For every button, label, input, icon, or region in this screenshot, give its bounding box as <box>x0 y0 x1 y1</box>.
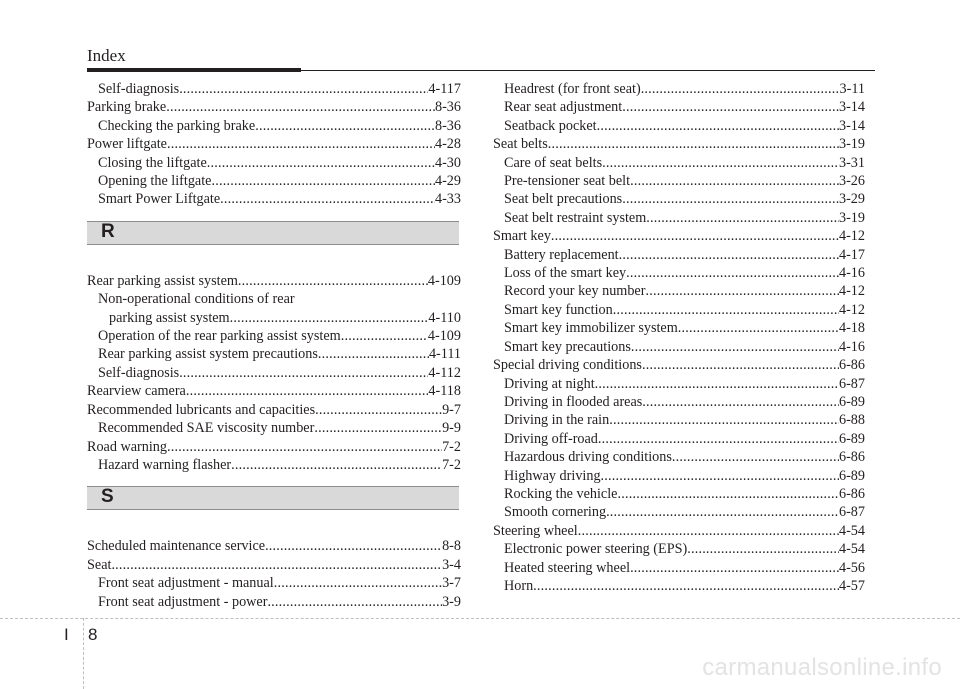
index-entry-page: 3-29 <box>838 191 865 208</box>
index-entry[interactable] <box>493 522 865 540</box>
dot-leader <box>167 438 442 456</box>
dot-leader <box>672 448 839 466</box>
dot-leader <box>314 419 442 437</box>
index-entry-label: Highway driving <box>504 467 601 484</box>
index-entry[interactable] <box>87 190 461 208</box>
index-entry-label: Battery replacement <box>504 246 619 263</box>
index-entry-page: 6-89 <box>838 467 865 484</box>
dot-leader <box>318 345 429 363</box>
page-title: Index <box>87 46 126 65</box>
index-entry-label: Parking brake <box>87 99 167 116</box>
index-entry[interactable] <box>87 117 461 135</box>
page-section-letter: I <box>64 625 69 644</box>
dot-leader <box>111 556 442 574</box>
index-entry-page: 4-54 <box>838 522 865 539</box>
index-entry[interactable] <box>493 282 865 300</box>
index-column-right <box>493 80 865 595</box>
dot-leader <box>622 190 839 208</box>
index-entry-label: Smart Power Liftgate <box>98 191 221 208</box>
index-entry-page: 4-29 <box>434 173 461 190</box>
index-entry-label: Care of seat belts <box>504 154 603 171</box>
index-entry[interactable] <box>87 456 461 474</box>
index-entry[interactable] <box>87 438 461 456</box>
index-entry[interactable] <box>87 309 461 327</box>
index-entry[interactable] <box>493 135 865 153</box>
index-entry[interactable] <box>87 172 461 190</box>
watermark: carmanualsonline.info <box>702 654 942 681</box>
index-entry-page: 3-4 <box>442 556 461 573</box>
dot-leader <box>678 319 839 337</box>
index-entry-page: 3-14 <box>838 99 865 116</box>
dot-leader <box>602 154 839 172</box>
dot-leader <box>619 246 839 264</box>
dot-leader <box>597 117 839 135</box>
index-entry[interactable] <box>493 485 865 503</box>
index-entry-page: 3-9 <box>442 593 461 610</box>
index-entry-label: Power liftgate <box>87 136 167 153</box>
index-entry-label: Steering wheel <box>493 522 578 539</box>
index-entry[interactable] <box>87 382 461 400</box>
dot-leader <box>595 375 839 393</box>
index-entry-page: 4-17 <box>838 246 865 263</box>
index-entry[interactable] <box>493 319 865 337</box>
dot-leader <box>642 356 839 374</box>
dot-leader <box>630 559 839 577</box>
index-entry-label: Seat belt precautions <box>504 191 623 208</box>
index-entry-label: Seat <box>87 556 112 573</box>
index-entry-page: 4-56 <box>838 559 865 576</box>
index-entry-label: Smooth cornering <box>504 504 607 521</box>
dot-leader <box>646 209 839 227</box>
dot-leader <box>601 467 839 485</box>
dot-leader <box>645 282 839 300</box>
index-entry-page: 4-33 <box>434 191 461 208</box>
index-entry[interactable] <box>87 154 461 172</box>
index-entry-label: Recommended SAE viscosity number <box>98 420 315 437</box>
index-entry-label: Closing the liftgate <box>98 154 207 171</box>
index-entry-page: 4-16 <box>838 338 865 355</box>
index-entry-text: Non-operational conditions of rear <box>98 291 295 308</box>
index-entry-page: 4-12 <box>838 283 865 300</box>
index-entry-page: 4-117 <box>428 81 461 97</box>
dot-leader <box>630 172 839 190</box>
index-entry-page: 4-118 <box>428 383 461 400</box>
index-entry[interactable] <box>87 135 461 153</box>
dot-leader <box>341 327 428 345</box>
dot-leader <box>179 364 428 382</box>
index-entry-page: 3-26 <box>838 173 865 190</box>
dot-leader <box>265 537 442 555</box>
index-entry-label: Record your key number <box>504 283 646 300</box>
index-entry-page: 8-36 <box>434 117 461 134</box>
dot-leader <box>167 135 435 153</box>
index-entry-page: 4-54 <box>838 541 865 558</box>
index-entry[interactable] <box>493 559 865 577</box>
index-entry-label: Pre-tensioner seat belt <box>504 173 631 190</box>
index-entry-label: Seat belt restraint system <box>504 209 647 226</box>
index-entry-page: 6-86 <box>838 357 865 374</box>
dot-leader <box>220 190 435 208</box>
dot-leader <box>622 98 839 116</box>
dot-leader <box>166 98 435 116</box>
index-entry-label: Operation of the rear parking assist system <box>98 328 341 345</box>
index-entry-page: 6-89 <box>838 393 865 410</box>
dot-leader <box>267 593 442 611</box>
index-entry-label: Self-diagnosis <box>98 81 180 97</box>
index-entry[interactable] <box>87 574 461 592</box>
index-entry-label: Seatback pocket <box>504 117 597 134</box>
index-entry-label: Opening the liftgate <box>98 173 212 190</box>
index-entry[interactable] <box>493 209 865 227</box>
index-entry-page: 4-111 <box>428 346 461 363</box>
index-entry[interactable] <box>87 401 461 419</box>
index-entry-label: Loss of the smart key <box>504 265 627 282</box>
index-entry[interactable] <box>87 419 461 437</box>
index-entry-page: 6-89 <box>838 430 865 447</box>
index-entry-page: 6-87 <box>838 504 865 521</box>
dot-leader <box>617 485 839 503</box>
index-entry-label: Driving in the rain <box>504 412 610 429</box>
index-entry-page: 6-87 <box>838 375 865 392</box>
index-entry-label: Rear parking assist system precautions <box>98 346 318 363</box>
dot-leader <box>631 338 839 356</box>
index-entry[interactable] <box>87 272 461 290</box>
index-entry-page: 4-12 <box>838 301 865 318</box>
footer-vertical-divider <box>83 618 84 689</box>
dot-leader <box>609 411 839 429</box>
dot-leader <box>231 456 442 474</box>
index-entry[interactable] <box>493 172 865 190</box>
index-entry-label: Road warning <box>87 438 167 455</box>
index-entry-label: Electronic power steering (EPS) <box>504 541 688 558</box>
index-entry-page: 4-28 <box>434 136 461 153</box>
index-entry-label: Smart key <box>493 228 551 245</box>
index-entry-label: Horn <box>504 577 534 594</box>
dot-leader <box>207 154 435 172</box>
index-entry[interactable] <box>493 190 865 208</box>
index-entry-label: Driving in flooded areas <box>504 393 643 410</box>
section-header <box>87 486 459 510</box>
index-entry-label: Rear seat adjustment <box>504 99 623 116</box>
index-entry-label: Front seat adjustment - power <box>98 593 268 610</box>
index-entry-page: 3-14 <box>838 117 865 134</box>
dot-leader <box>613 301 839 319</box>
dot-leader <box>274 574 442 592</box>
index-entry-page: 4-16 <box>838 265 865 282</box>
page-number-value: 8 <box>88 625 98 644</box>
dot-leader <box>533 577 839 595</box>
index-entry[interactable] <box>493 80 865 98</box>
dot-leader <box>230 309 429 327</box>
index-entry[interactable] <box>493 154 865 172</box>
index-entry-label: Smart key function <box>504 301 613 318</box>
index-entry-label: Rearview camera <box>87 383 186 400</box>
index-entry[interactable] <box>493 227 865 245</box>
dot-leader <box>626 264 839 282</box>
index-entry[interactable] <box>493 117 865 135</box>
index-entry-label: Front seat adjustment - manual <box>98 575 274 592</box>
index-entry-page: 4-30 <box>434 154 461 171</box>
index-entry-page: 4-109 <box>427 328 461 345</box>
dot-leader <box>578 522 839 540</box>
index-entry-page: 8-36 <box>434 99 461 116</box>
index-entry-page: 3-31 <box>838 154 865 171</box>
index-entry[interactable] <box>87 327 461 345</box>
index-entry-label: Hazard warning flasher <box>98 456 232 473</box>
index-entry[interactable] <box>493 338 865 356</box>
index-entry-label: Driving off-road <box>504 430 598 447</box>
index-entry[interactable] <box>493 577 865 595</box>
dot-leader <box>315 401 442 419</box>
dot-leader <box>238 272 428 290</box>
index-entry-page: 9-9 <box>442 420 461 437</box>
index-entry-label: Headrest (for front seat) <box>504 81 641 97</box>
index-entry-page: 4-112 <box>428 364 461 381</box>
dot-leader <box>642 393 839 411</box>
dot-leader <box>186 382 429 400</box>
dot-leader <box>551 227 839 245</box>
index-entry[interactable] <box>493 430 865 448</box>
index-entry-label: Rear parking assist system <box>87 272 238 289</box>
index-entry[interactable] <box>493 467 865 485</box>
footer-divider <box>0 618 960 619</box>
index-entry-label: Heated steering wheel <box>504 559 631 576</box>
index-entry-label: Self-diagnosis <box>98 364 180 381</box>
index-entry-page: 3-7 <box>442 575 461 592</box>
index-entry-label: Special driving conditions <box>493 357 642 374</box>
index-entry-page: 7-2 <box>442 438 461 455</box>
index-entry[interactable] <box>87 345 461 363</box>
index-entry[interactable] <box>493 356 865 374</box>
index-entry-page: 3-11 <box>839 81 865 97</box>
index-entry-page: 3-19 <box>838 136 865 153</box>
index-entry-page: 6-86 <box>838 449 865 466</box>
index-entry-page: 8-8 <box>442 538 461 555</box>
section-letter: S <box>101 486 114 508</box>
index-entry[interactable] <box>493 264 865 282</box>
index-entry-page: 4-12 <box>838 228 865 245</box>
index-entry[interactable] <box>493 411 865 429</box>
index-entry[interactable] <box>493 393 865 411</box>
dot-leader <box>211 172 435 190</box>
index-entry-label: Rocking the vehicle <box>504 485 618 502</box>
index-entry[interactable] <box>493 375 865 393</box>
index-entry-label: Checking the parking brake <box>98 117 256 134</box>
index-entry-label: Seat belts <box>493 136 548 153</box>
index-entry[interactable] <box>87 556 461 574</box>
index-entry[interactable] <box>87 80 461 98</box>
index-entry[interactable] <box>87 98 461 116</box>
index-entry-page: 4-18 <box>838 320 865 337</box>
dot-leader <box>255 117 435 135</box>
index-entry-page: 9-7 <box>442 401 461 418</box>
section-header <box>87 221 459 245</box>
header-rule-thick <box>87 68 301 72</box>
index-entry-page: 7-2 <box>442 456 461 473</box>
index-entry-label: Hazardous driving conditions <box>504 449 672 466</box>
index-entry[interactable] <box>87 537 461 555</box>
index-entry-label: parking assist system <box>109 309 230 326</box>
dot-leader <box>179 80 428 98</box>
index-column-left <box>87 80 461 611</box>
index-entry-label: Scheduled maintenance service <box>87 538 266 555</box>
dot-leader <box>606 503 839 521</box>
index-entry[interactable] <box>493 246 865 264</box>
index-entry-label: Driving at night <box>504 375 595 392</box>
dot-leader <box>687 540 839 558</box>
index-entry[interactable] <box>87 593 461 611</box>
dot-leader <box>598 430 839 448</box>
index-entry-page: 6-86 <box>838 485 865 502</box>
dot-leader <box>548 135 839 153</box>
index-entry-page: 4-109 <box>427 272 461 289</box>
section-letter: R <box>101 220 115 242</box>
index-entry[interactable] <box>493 503 865 521</box>
index-entry[interactable] <box>87 364 461 382</box>
dot-leader <box>641 80 840 98</box>
index-entry-label: Smart key immobilizer system <box>504 320 678 337</box>
index-entry[interactable] <box>493 540 865 558</box>
index-entry-page: 6-88 <box>838 412 865 429</box>
index-entry-page: 3-19 <box>838 209 865 226</box>
index-entry[interactable] <box>493 448 865 466</box>
index-entry-label: Recommended lubricants and capacities <box>87 401 316 418</box>
header-rule-thin <box>301 70 875 71</box>
index-entry[interactable] <box>493 98 865 116</box>
index-entry[interactable] <box>493 301 865 319</box>
index-entry-page: 4-57 <box>838 577 865 594</box>
index-entry-label: Smart key precautions <box>504 338 631 355</box>
index-entry-page: 4-110 <box>428 309 461 326</box>
